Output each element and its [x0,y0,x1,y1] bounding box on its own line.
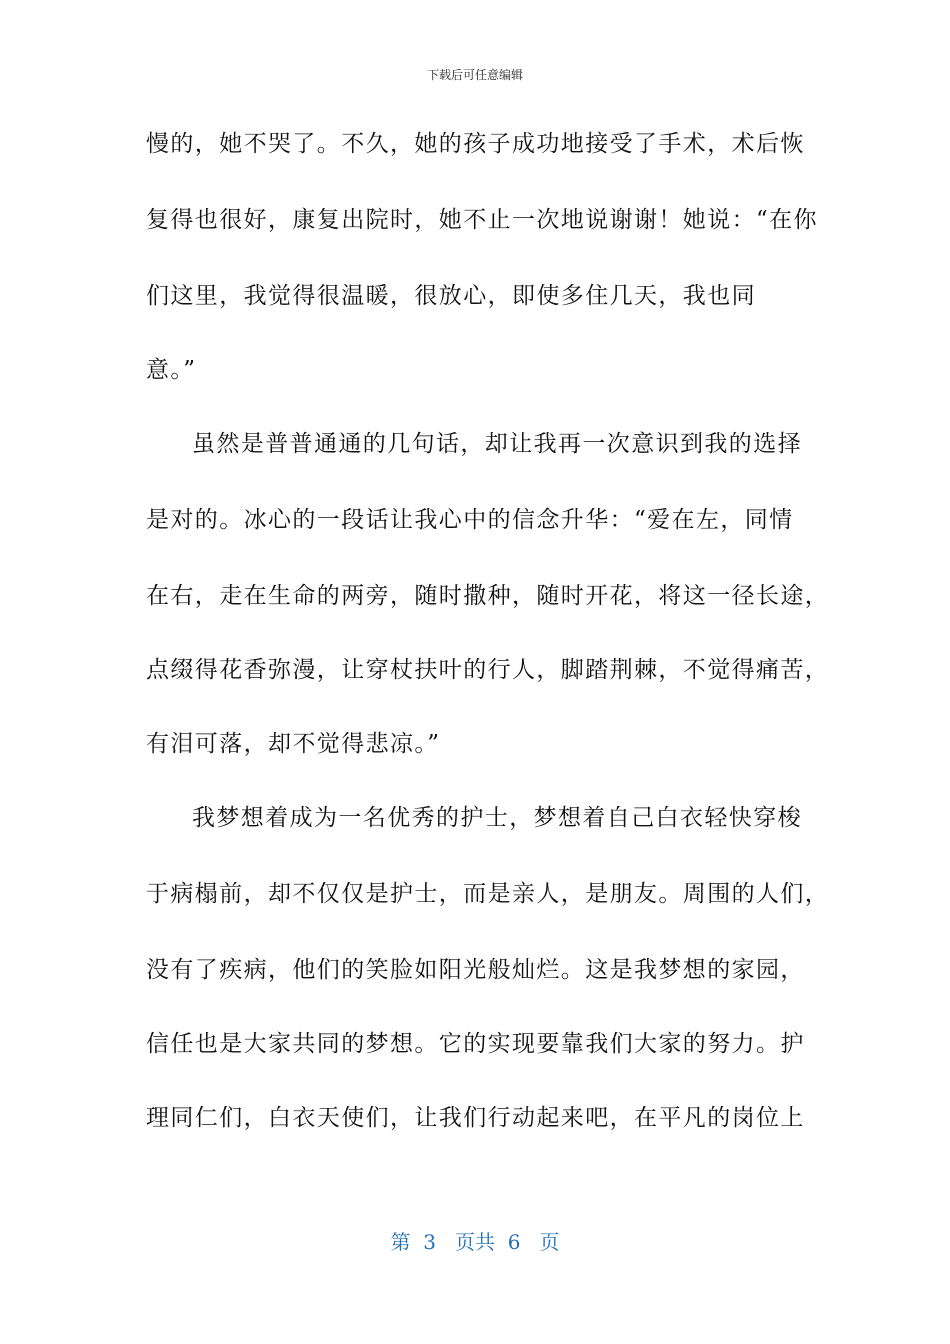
text-line: 理同仁们，白衣天使们，让我们行动起来吧，在平凡的岗位上 [146,1105,805,1131]
text-line: 没有了疾病，他们的笑脸如阳光般灿烂。这是我梦想的家园， [146,957,805,983]
text-line: 信任也是大家共同的梦想。它的实现要靠我们大家的努力。护 [146,1031,805,1057]
text-line: 点缀得花香弥漫，让穿杖扶叶的行人，脚踏荆棘，不觉得痛苦， [146,657,830,683]
text-line: 意。” [146,357,197,383]
text-line: 复得也很好，康复出院时，她不止一次地说谢谢！她说：“在你 [146,207,818,233]
page-header: 下载后可任意编辑 [426,68,523,82]
text-line: 慢的，她不哭了。不久，她的孩子成功地接受了手术，术后恢 [146,131,805,157]
text-line: 于病榻前，却不仅仅是护士，而是亲人，是朋友。周围的人们， [146,881,830,907]
page-number-footer: 第 3 页共 6 页 [390,1230,560,1254]
text-line: 是对的。冰心的一段话让我心中的信念升华：“爱在左，同情 [146,507,794,533]
text-line: 在右，走在生命的两旁，随时撒种，随时开花，将这一径长途， [146,583,830,609]
text-line: 有泪可落，却不觉得悲凉。” [146,731,441,757]
paragraph-first-line: 我梦想着成为一名优秀的护士，梦想着自己白衣轻快穿梭 [192,805,802,831]
paragraph-first-line: 虽然是普普通通的几句话，却让我再一次意识到我的选择 [192,431,802,457]
text-line: 们这里，我觉得很温暖，很放心，即使多住几天，我也同 [146,283,756,309]
